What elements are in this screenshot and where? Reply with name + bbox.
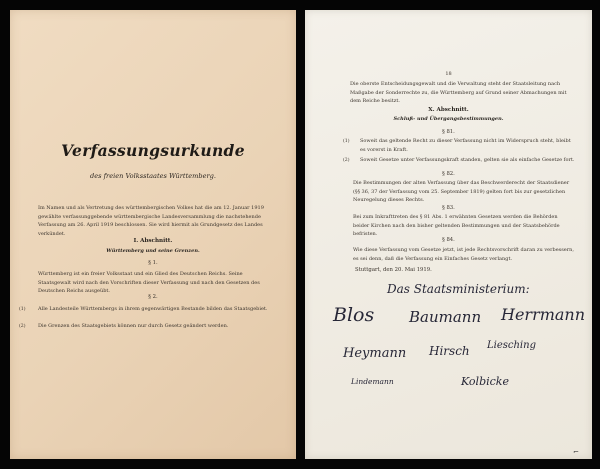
- signature: Herrmann: [501, 305, 586, 324]
- section-subheading: Schluß- und Übergangsbestimmungen.: [393, 116, 504, 122]
- clause-text: Soweit Gesetze unter Verfassungskraft standen, gelten sie als einfache Gesetze fort.: [360, 157, 575, 163]
- clause-text: Alle Landesteile Württembergs in ihrem gegenwärtigen Bestande bilden das Staatsgebiet.: [38, 306, 268, 312]
- date-line: Stuttgart, den 20. Mai 1919.: [355, 267, 432, 273]
- signature: Lindemann: [351, 377, 394, 386]
- signature: Kolbicke: [461, 375, 509, 388]
- signature: Liesching: [487, 340, 536, 351]
- signature: Hirsch: [429, 344, 470, 358]
- intro-text: Die oberste Entscheidungsgewalt und die Verwaltung steht der Staatsleitung nach Maßgabe der Sonderrechte zu, die Württemberg auf Grund seiner Abmachungen mit dem Reiche besitzt.: [350, 81, 567, 104]
- section-heading: I. Abschnitt.: [133, 238, 173, 244]
- signature: Heymann: [343, 346, 407, 361]
- clause-text: Soweit das geltende Recht zu dieser Verfassung nicht im Widerspruch steht, bleibt es vorerst in Kraft.: [360, 138, 571, 153]
- paragraph-text: Wie diese Verfassung vom Gesetze jetzt, ist jede Rechtsvorschrift daran zu verbessern, es sei denn, daß die Verfassung ein Einfaches Gesetz verlangt.: [353, 247, 574, 262]
- signature: Baumann: [409, 308, 482, 326]
- preamble-text: Im Namen und als Vertretung des württembergischen Volkes hat die am 12. Januar 1919 gewählte verfassunggebende württembergische Landesversammlung die nachstehende Verfassung am 26. April 1919 beschlossen. Sie wird hiermit als Grundgesetz des Landes verkündet.: [38, 205, 264, 237]
- paragraph-label: § 1.: [148, 260, 158, 266]
- paragraph-text: Bei zum Inkrafttreten des § 81 Abs. 1 erwähnten Gesetzen werden die Behörden beider Kirchen nach den bisher geltenden Bestimmungen und der Staatsbehörde befristen.: [353, 214, 560, 237]
- paragraph-text: Die Bestimmungen der alten Verfassung über das Beschwerderecht der Staatsdiener (§§ 36, 37 der Verfassung vom 25. September 1819) gelten fort bis zur gesetzlichen Neuregelung dieses Rechts.: [353, 180, 570, 203]
- section-subheading: Württemberg und seine Grenzen.: [106, 248, 200, 254]
- clause-number: (1): [19, 307, 26, 312]
- clause-text: Die Grenzen des Staatsgebiets können nur durch Gesetz geändert werden.: [38, 323, 229, 329]
- signature: Blos: [333, 304, 375, 326]
- left-page: [10, 10, 296, 459]
- corner-mark: ⌐: [573, 448, 579, 456]
- paragraph-label: § 82.: [442, 171, 455, 177]
- clause-number: (2): [19, 324, 26, 329]
- paragraph-label: § 84.: [442, 237, 455, 243]
- clause-number: (2): [343, 158, 350, 163]
- section-heading: X. Abschnitt.: [428, 107, 469, 113]
- document-subtitle: des freien Volksstaates Württemberg.: [90, 172, 216, 180]
- page-number: 18: [445, 71, 452, 77]
- clause-number: (1): [343, 139, 350, 144]
- paragraph-label: § 81.: [442, 129, 455, 135]
- document-title: Verfassungsurkunde: [61, 141, 245, 160]
- paragraph-text: Württemberg ist ein freier Volksstaat und ein Glied des Deutschen Reichs. Seine Staatsgewalt wird nach den Vorschriften dieser Verfassung und nach den Gesetzen des Deutschen Reichs ausgeübt.: [38, 271, 260, 294]
- ministry-line: Das Staatsministerium:: [387, 282, 530, 296]
- paragraph-label: § 83.: [442, 205, 455, 211]
- right-page: [305, 10, 592, 459]
- paragraph-label: § 2.: [148, 294, 158, 300]
